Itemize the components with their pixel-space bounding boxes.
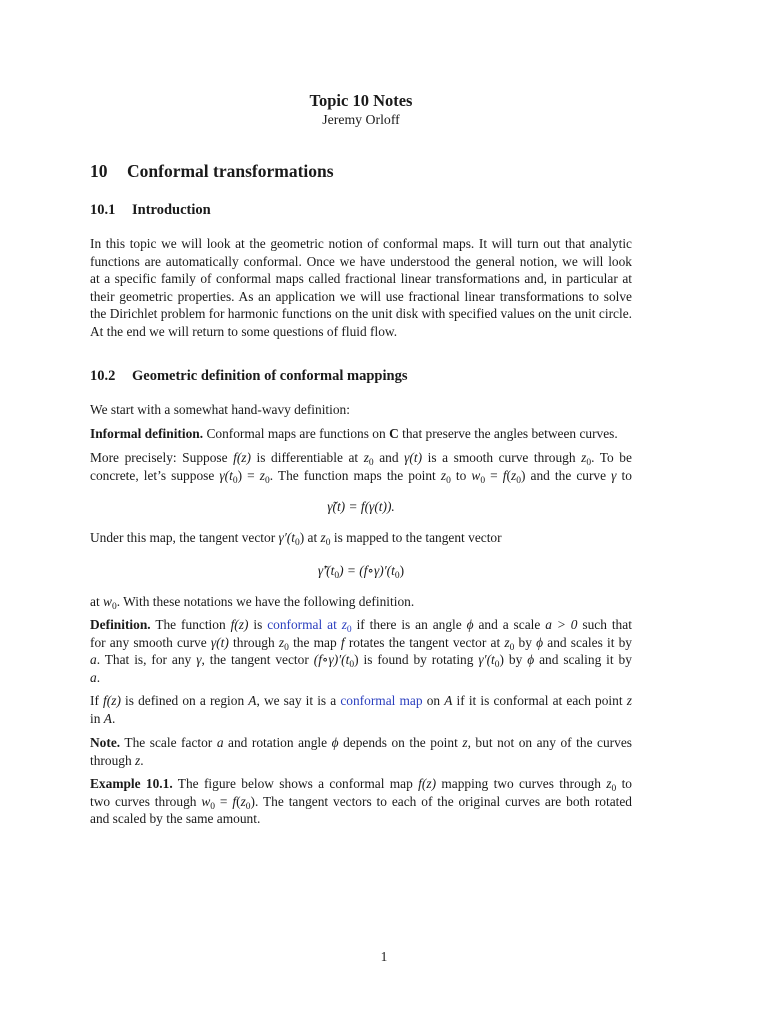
subscript: 0 — [284, 642, 289, 653]
inline-text: concrete, let’s suppose — [90, 467, 215, 483]
inline-text: two curves through — [90, 793, 197, 809]
inline-text: at — [307, 530, 318, 545]
subscript: 0 — [394, 571, 400, 581]
inline-text: z — [320, 530, 326, 545]
inline-text: and scaling it by — [539, 652, 632, 668]
inline-text: z — [606, 776, 612, 791]
paragraph-line: a. — [90, 669, 101, 685]
paragraph-line — [90, 634, 632, 652]
inline-text: the map — [293, 634, 337, 650]
inline-text: The figure below shows a conformal map — [177, 776, 413, 791]
inline-text: for any smooth curve — [90, 634, 207, 650]
inline-text: is defined on a region — [125, 693, 245, 708]
inline-text: γ — [611, 467, 617, 483]
inline-text: z — [363, 450, 369, 465]
informal-label: Informal definition. — [90, 426, 204, 441]
inline-text: z — [259, 467, 265, 483]
inline-text: in — [90, 710, 101, 726]
inline-text: and — [379, 450, 399, 465]
inline-text: , the tangent vector — [201, 652, 309, 668]
inline-text: f — [232, 793, 237, 809]
inline-text: A — [103, 710, 112, 726]
inline-text: f(z) — [233, 450, 251, 465]
inline-text: ) — [499, 652, 504, 668]
inline-text: γ(t) — [210, 634, 229, 650]
start-paragraph — [90, 401, 632, 419]
equation-rhs: ) = (f∘γ)′(t — [339, 563, 395, 578]
paragraph-line: At the end we will return to some questions of fluid flow. — [90, 323, 398, 339]
subscript: 0 — [611, 784, 617, 794]
conformal-at-link[interactable] — [267, 617, 352, 635]
inline-text: rotates the tangent vector at — [348, 634, 501, 650]
inline-text: A — [444, 693, 453, 708]
paragraph-line: We start with a somewhat hand-wavy definition: — [90, 402, 350, 417]
inline-text: and scales it by — [547, 634, 632, 650]
subscript: 0 — [294, 538, 300, 548]
inline-text: z — [278, 634, 285, 650]
inline-text: by — [508, 652, 523, 668]
intro-paragraph — [90, 235, 632, 341]
paragraph-line — [90, 651, 632, 669]
inline-text: ) — [399, 563, 405, 578]
definition-paragraph — [90, 616, 632, 686]
paragraph-line — [90, 449, 632, 467]
inline-text: z — [341, 617, 347, 632]
paragraph-line: functions are automatically conformal. Once we have understood the general notion, we will look — [90, 253, 632, 269]
inline-text: Under this map, the tangent vector — [90, 530, 276, 545]
inline-text: (f∘γ)′(t — [313, 652, 350, 668]
subscript: 0 — [368, 458, 374, 468]
equation: γ̃(t) = f(γ(t)). — [327, 499, 395, 514]
inline-text: w — [471, 467, 481, 483]
note-paragraph — [90, 734, 632, 769]
inline-text: f — [502, 467, 507, 483]
inline-text: γ — [196, 652, 202, 668]
informal-definition — [90, 425, 632, 443]
at-w0-paragraph — [90, 593, 632, 611]
paragraph-line: the Dirichlet problem for harmonic functions on the unit disk with specified values on the unit circle. — [90, 306, 632, 322]
subscript: 0 — [334, 571, 340, 581]
inline-text: , we say it is a — [256, 693, 337, 708]
paragraph-line — [90, 734, 632, 752]
paragraph-line: their geometric properties. As an application we will use fractional linear transformations to solve — [90, 288, 632, 304]
inline-text: ) — [299, 530, 305, 545]
inline-text: z — [581, 450, 587, 465]
inline-text: to — [621, 776, 632, 791]
inline-text: if there is an angle — [356, 617, 462, 632]
subscript: 0 — [232, 475, 238, 486]
subscript: 0 — [325, 538, 331, 548]
inline-text: γ′(t — [478, 652, 495, 668]
subscript: 0 — [264, 475, 270, 486]
region-paragraph — [90, 692, 632, 727]
inline-text: z — [462, 735, 468, 750]
inline-text: a — [216, 735, 224, 750]
inline-text: such that — [582, 617, 632, 632]
inline-text: conformal at — [267, 617, 337, 632]
inline-text: , but not on any of the curves — [467, 735, 632, 750]
inline-text: γ′(t — [278, 530, 295, 545]
inline-text: to — [621, 467, 632, 483]
document-author: Jeremy Orloff — [322, 112, 400, 127]
paragraph-line — [90, 529, 632, 547]
inline-text: and the curve — [530, 467, 607, 483]
subscript: 0 — [516, 475, 521, 486]
inline-text: f — [340, 634, 345, 650]
inline-text: mapping two curves through — [441, 776, 601, 791]
paragraph-line: through z. — [90, 752, 144, 768]
inline-text: More precisely: Suppose — [90, 450, 228, 465]
title-block — [90, 91, 632, 128]
inline-text: z — [626, 693, 632, 708]
inline-text: γ(t) — [404, 450, 423, 465]
inline-text: ) = — [237, 467, 260, 483]
inline-text: at — [90, 594, 100, 609]
page-number: 1 — [380, 949, 388, 964]
inline-text: z — [504, 634, 510, 650]
text: that preserve the angles between curves. — [402, 426, 618, 441]
inline-text: ) — [354, 652, 359, 668]
section-number: 10 — [90, 161, 108, 181]
equation-gamma-tilde — [90, 498, 632, 516]
paragraph-line: concrete, let’s suppose $\gamma(t_0) = z_0$. The function maps the point $z_0$ to $w_0 = f(z_0)$ and the curve γ to — [90, 467, 632, 486]
inline-text: . With these notations we have the following definition. — [116, 594, 415, 609]
inline-text: ϕ — [466, 617, 474, 632]
inline-text: A — [248, 693, 257, 708]
paragraph-line — [90, 692, 632, 710]
inline-text: and a scale — [478, 617, 541, 632]
inline-text: z — [135, 752, 141, 768]
inline-text: z — [511, 467, 517, 483]
subscript: 0 — [210, 801, 216, 812]
inline-text: w — [201, 793, 211, 809]
inline-text: by — [518, 634, 532, 650]
inline-text: The scale factor — [124, 735, 213, 750]
section-heading — [90, 160, 334, 182]
paragraph-line: In this topic we will look at the geometric notion of conformal maps. It will turn out that analytic — [90, 236, 632, 251]
inline-text: a — [90, 652, 97, 668]
inline-text: z — [440, 467, 447, 483]
inline-text: f(z) — [230, 617, 249, 632]
complex-plane-symbol: C — [389, 426, 399, 441]
precise-paragraph — [90, 449, 632, 484]
example-label: Example 10.1. — [90, 776, 173, 791]
inline-text: ϕ — [331, 735, 339, 750]
paragraph-line — [90, 775, 632, 793]
paragraph-line: and scaled by the same amount. — [90, 811, 261, 827]
subsection-title: Introduction — [132, 202, 211, 218]
paragraph-line — [90, 425, 632, 443]
subscript: 0 — [349, 660, 355, 671]
subsection-heading-geometric — [90, 367, 407, 385]
conformal-map-link[interactable]: conformal map — [340, 693, 423, 708]
inline-text: w — [103, 594, 112, 609]
subscript: 0 — [446, 475, 451, 486]
subsection-number: 10.2 — [90, 368, 116, 384]
subscript: 0 — [245, 801, 251, 812]
inline-text: through — [233, 634, 275, 650]
definition-label: Definition. — [90, 617, 151, 632]
inline-text: . That is, for any — [96, 652, 192, 668]
paragraph-line: at a specific family of conformal maps called fractional linear transformations and, in particular at — [90, 271, 632, 287]
inline-text: z — [240, 793, 246, 809]
subsection-number: 10.1 — [90, 202, 116, 218]
document-title: Topic 10 Notes — [309, 91, 413, 110]
inline-text: is a smooth curve through — [427, 450, 576, 465]
subscript: 0 — [111, 602, 117, 612]
inline-text: depends on the point — [343, 735, 458, 750]
paragraph-line — [90, 616, 632, 634]
paragraph-line — [90, 593, 632, 611]
subsection-heading-intro — [90, 201, 211, 219]
inline-text: If — [90, 693, 99, 708]
inline-text: is differentiable at — [256, 450, 359, 465]
subsection-title: Geometric definition of conformal mappings — [132, 368, 408, 384]
section-title: Conformal transformations — [127, 161, 334, 181]
inline-text: on — [426, 693, 441, 708]
subscript: 0 — [586, 458, 592, 468]
inline-text: if it is conformal at each point — [456, 693, 623, 708]
paragraph-line: two curves through $w_0 = f(z_0)$. The tangent vectors to each of the original curves are both rotated — [90, 793, 633, 812]
inline-text: to — [455, 467, 467, 483]
inline-text: ϕ — [536, 634, 544, 650]
subscript: 0 — [480, 475, 486, 486]
note-label: Note. — [90, 735, 121, 750]
equation-lhs: γ̃′(t — [317, 563, 335, 578]
inline-text: through — [90, 752, 132, 768]
inline-text: . The tangent vectors to each of the original curves are both rotated — [255, 793, 633, 809]
inline-text: . To be — [591, 450, 632, 465]
inline-text: ϕ — [527, 652, 535, 668]
inline-text: a — [90, 669, 97, 685]
inline-text: The function — [155, 617, 226, 632]
under-map-paragraph — [90, 529, 632, 547]
subscript: 0 — [494, 660, 500, 671]
equation-tangent — [90, 562, 632, 580]
subscript: 0 — [346, 625, 352, 635]
text: Conformal maps are functions on — [206, 426, 386, 441]
inline-text: is found by rotating — [363, 652, 474, 668]
example-paragraph — [90, 775, 632, 828]
inline-text: f(z) — [418, 776, 437, 791]
inline-text: γ(t — [219, 467, 233, 483]
inline-text: is mapped to the tangent vector — [333, 530, 502, 545]
paragraph-line: in A. — [90, 710, 116, 726]
inline-text: and rotation angle — [228, 735, 328, 750]
inline-text: . The function maps the point — [269, 467, 436, 483]
inline-text: f(z) — [103, 693, 121, 708]
subscript: 0 — [509, 642, 515, 653]
inline-text: a > 0 — [545, 617, 578, 632]
inline-text: is — [253, 617, 263, 632]
